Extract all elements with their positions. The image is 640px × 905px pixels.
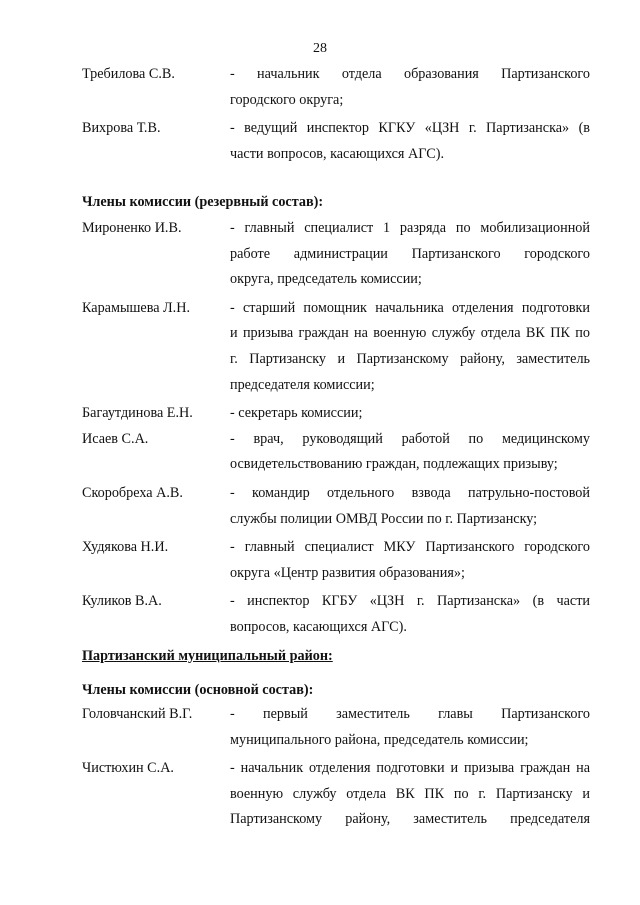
member-row [82,216,590,293]
role-line: - первый заместитель главы Партизанского [230,706,590,722]
role-line: Партизанскому району, заместитель председателя [230,811,590,828]
heading-partizansky-district: Партизанский муниципальный район: [82,648,333,664]
role-line: службы полиции ОМВД России по г. Партизанску; [230,510,538,527]
role-line: городского округа; [230,91,344,108]
role-line: вопросов, касающихся АГС). [230,618,407,635]
member-role [230,481,590,532]
member-role [230,702,590,753]
role-line: г. Партизанску и Партизанскому району, заместитель [230,350,590,367]
role-line: - начальник отделения подготовки и призыва граждан на [230,760,590,777]
members-block-reserve [82,216,590,641]
role-line: - главный специалист 1 разряда по мобилизационной [230,220,590,236]
member-role [230,535,590,586]
member-row [82,427,590,478]
member-name: Исаев С.А. [82,430,149,447]
member-row [82,296,590,398]
role-line: и призыва граждан на военную службу отдела ВК ПК по [230,325,590,342]
heading-reserve-members: Члены комиссии (резервный состав): [82,194,324,210]
member-name: Головчанский В.Г. [82,706,193,722]
member-row [82,481,590,532]
member-name: Чистюхин С.А. [82,760,174,777]
member-role [230,589,590,640]
member-name: Худякова Н.И. [82,539,169,556]
member-row [82,756,590,833]
role-line: части вопросов, касающихся АГС). [230,145,444,162]
member-name: Требилова С.В. [82,66,175,82]
member-name: Скоробреха А.В. [82,484,183,501]
member-name: Вихрова Т.В. [82,120,161,137]
role-line: округа, председатель комиссии; [230,271,422,288]
role-line: - инспектор КГБУ «ЦЗН г. Партизанска» (в части [230,593,590,610]
role-line: освидетельствованию граждан, подлежащих призыву; [230,456,558,473]
role-line: - главный специалист МКУ Партизанского городского [230,539,590,556]
role-line: - старший помощник начальника отделения подготовки [230,299,590,316]
member-name: Карамышева Л.Н. [82,299,191,316]
role-line: - командир отдельного взвода патрульно-постовой [230,484,590,501]
role-line: военную службу отдела ВК ПК по г. Партизанску и [230,785,590,802]
member-row [82,116,590,167]
role-line: округа «Центр развития образования»; [230,564,465,581]
member-role [230,427,590,478]
member-role [230,296,590,398]
member-name: Багаутдинова Е.Н. [82,405,193,422]
member-role [230,216,590,293]
role-line: - врач, руководящий работой по медицинскому [230,430,590,447]
role-line: председателя комиссии; [230,376,375,393]
role-line: - ведущий инспектор КГКУ «ЦЗН г. Партизанска» (в [230,120,590,137]
role-line: - секретарь комиссии; [230,405,363,422]
member-role [230,756,590,833]
member-row [82,401,590,427]
heading-main-members: Члены комиссии (основной состав): [82,682,314,698]
member-name: Куликов В.А. [82,593,162,610]
member-row [82,535,590,586]
member-row [82,702,590,753]
members-block-main [82,702,590,833]
members-block-continued [82,62,590,167]
role-line: - начальник отдела образования Партизанского [230,66,590,82]
role-line: муниципального района, председатель комиссии; [230,731,529,748]
member-name: Мироненко И.В. [82,220,182,236]
member-role [230,116,590,167]
member-row [82,62,590,113]
role-line: работе администрации Партизанского городского [230,245,590,262]
member-role [230,62,590,113]
member-row [82,589,590,640]
member-role [230,401,590,427]
page-number: 28 [313,41,327,56]
